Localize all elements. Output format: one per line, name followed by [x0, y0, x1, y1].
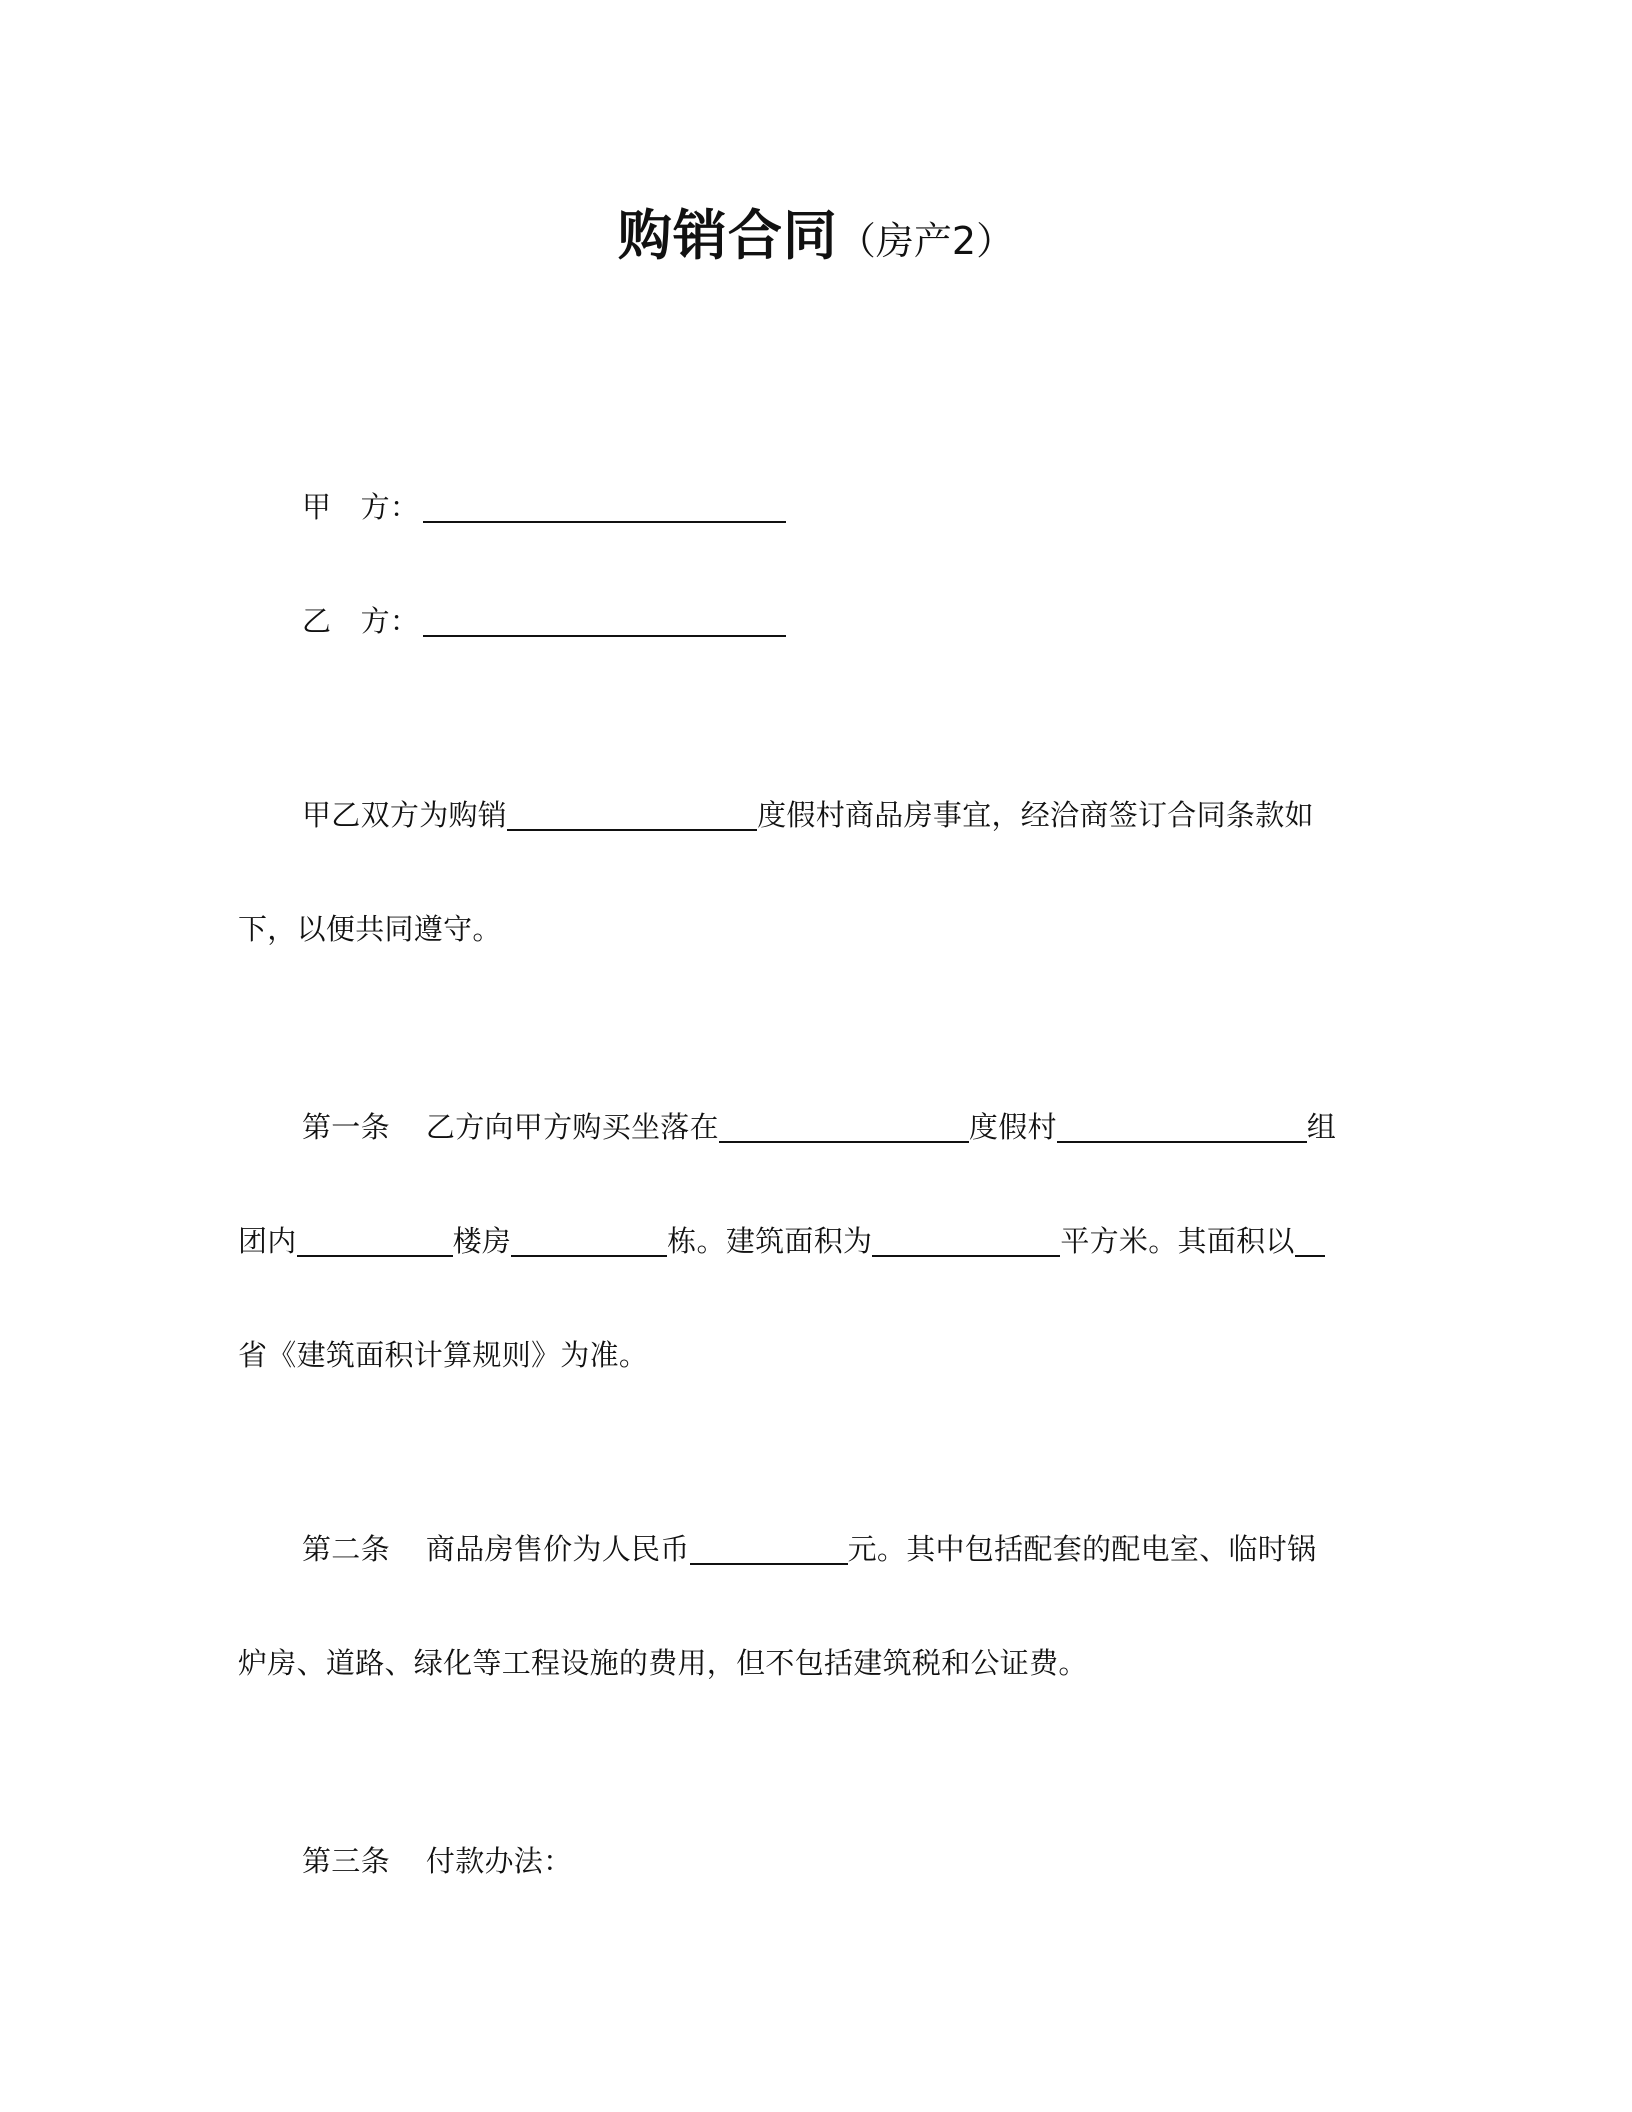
- article1-line-2: [238, 1216, 1325, 1266]
- article3-line-1: [302, 1836, 572, 1886]
- article2-line-2: [238, 1638, 1088, 1688]
- intro-part1: 甲乙双方为购销: [302, 798, 508, 832]
- intro-part2: 度假村商品房事宜，经洽商签订合同条款如: [757, 798, 1314, 832]
- title-sub: （房产2）: [837, 219, 1015, 263]
- article1-heading: 第一条: [302, 1110, 390, 1144]
- article1-line-1: [302, 1102, 1336, 1152]
- article3-heading: 第三条: [302, 1844, 390, 1878]
- party-a-blank[interactable]: [423, 485, 786, 523]
- article1-part5: 楼房: [452, 1224, 512, 1258]
- article1-part3: 组: [1306, 1110, 1337, 1144]
- party-b-blank[interactable]: [423, 599, 786, 637]
- article1-line-3: [238, 1330, 648, 1380]
- resort-name-blank[interactable]: [507, 793, 757, 831]
- document-title: [0, 200, 1632, 285]
- article2-part3: 炉房、道路、绿化等工程设施的费用，但不包括建筑税和公证费。: [238, 1646, 1088, 1680]
- building-type-blank[interactable]: [297, 1219, 453, 1257]
- article1-part1: 乙方向甲方购买坐落在: [425, 1110, 719, 1144]
- article3-text: 付款办法：: [425, 1844, 573, 1878]
- article2-line-1: [302, 1524, 1316, 1574]
- location-blank[interactable]: [719, 1105, 969, 1143]
- party-b-label: 乙 方：: [302, 604, 420, 638]
- party-a-label: 甲 方：: [302, 490, 420, 524]
- article2-part2: 元。其中包括配套的配电室、临时锅: [847, 1532, 1317, 1566]
- article2-part1: 商品房售价为人民币: [425, 1532, 690, 1566]
- intro-line-1: [302, 790, 1314, 840]
- article2-heading: 第二条: [302, 1532, 390, 1566]
- building-count-blank[interactable]: [511, 1219, 667, 1257]
- article1-part7: 平方米。其面积以: [1060, 1224, 1295, 1258]
- article1-part8: 省《建筑面积计算规则》为准。: [238, 1338, 649, 1372]
- article1-part4: 团内: [238, 1224, 297, 1258]
- intro-line-2: [238, 904, 502, 954]
- price-blank[interactable]: [690, 1527, 848, 1565]
- article1-part2: 度假村: [968, 1110, 1057, 1144]
- title-main: 购销合同: [617, 204, 838, 267]
- intro-part3: 下，以便共同遵守。: [238, 912, 502, 946]
- province-blank[interactable]: [1295, 1219, 1325, 1257]
- area-blank[interactable]: [872, 1219, 1060, 1257]
- party-a-line: [302, 482, 786, 532]
- party-b-line: [302, 596, 786, 646]
- group-blank[interactable]: [1057, 1105, 1307, 1143]
- article1-part6: 栋。建筑面积为: [667, 1224, 873, 1258]
